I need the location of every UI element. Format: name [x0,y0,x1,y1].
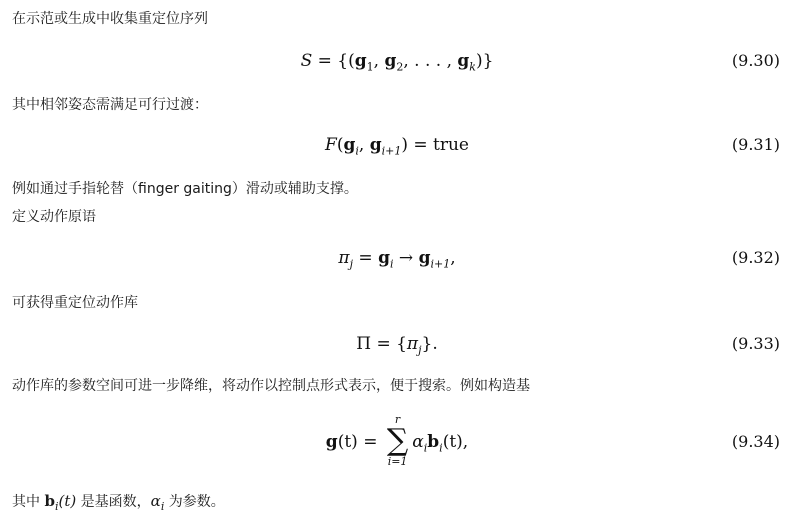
equation-9-30 [0,50,794,90]
equation-number-9-32: (9.32) [731,248,780,267]
paragraph-4: 定义动作原语 [12,209,96,225]
equation-9-34 [0,414,794,476]
equation-9-31-body: $F(g_i$, $g_{i+1}$) = true [325,135,469,158]
equation-9-33 [0,333,794,373]
equation-9-32-body: $\pi_j = g_i \to g_{i+1}$, [338,248,456,271]
equation-9-32 [0,247,794,287]
summation-operator: r ∑ i=1 [386,412,409,468]
equation-number-9-31: (9.31) [731,135,780,154]
paragraph-1: 在示范或生成中收集重定位序列 [12,11,208,27]
inline-math-alpha: $\alpha_i$ [150,492,165,513]
equation-9-34-body: g(t) = r ∑ i=1 $\alpha_ib_i(t)$, [325,412,469,468]
paragraph-7: 其中 $b_i(t)$ 是基函数，$\alpha_i$ 为参数。 [12,492,225,513]
equation-9-31 [0,134,794,174]
paragraph-5: 可获得重定位动作库 [12,295,138,311]
paragraph-6: 动作库的参数空间可进一步降维，将动作以控制点形式表示，便于搜索。例如构造基 [12,378,530,394]
equation-9-30-body: $S = \{(g_1$, $g_2$, . . . , $g_k$)} [300,51,494,74]
paragraph-3: 例如通过手指轮替（finger gaiting）滑动或辅助支撑。 [12,181,358,197]
equation-number-9-33: (9.33) [731,334,780,353]
equation-number-9-34: (9.34) [731,432,780,451]
equation-number-9-30: (9.30) [731,51,780,70]
equation-9-33-body: $\Pi = \{\pi_j\}$. [356,334,438,357]
inline-math-basis: $b_i(t)$ [44,492,77,513]
paragraph-2: 其中相邻姿态需满足可行过渡： [12,97,208,113]
